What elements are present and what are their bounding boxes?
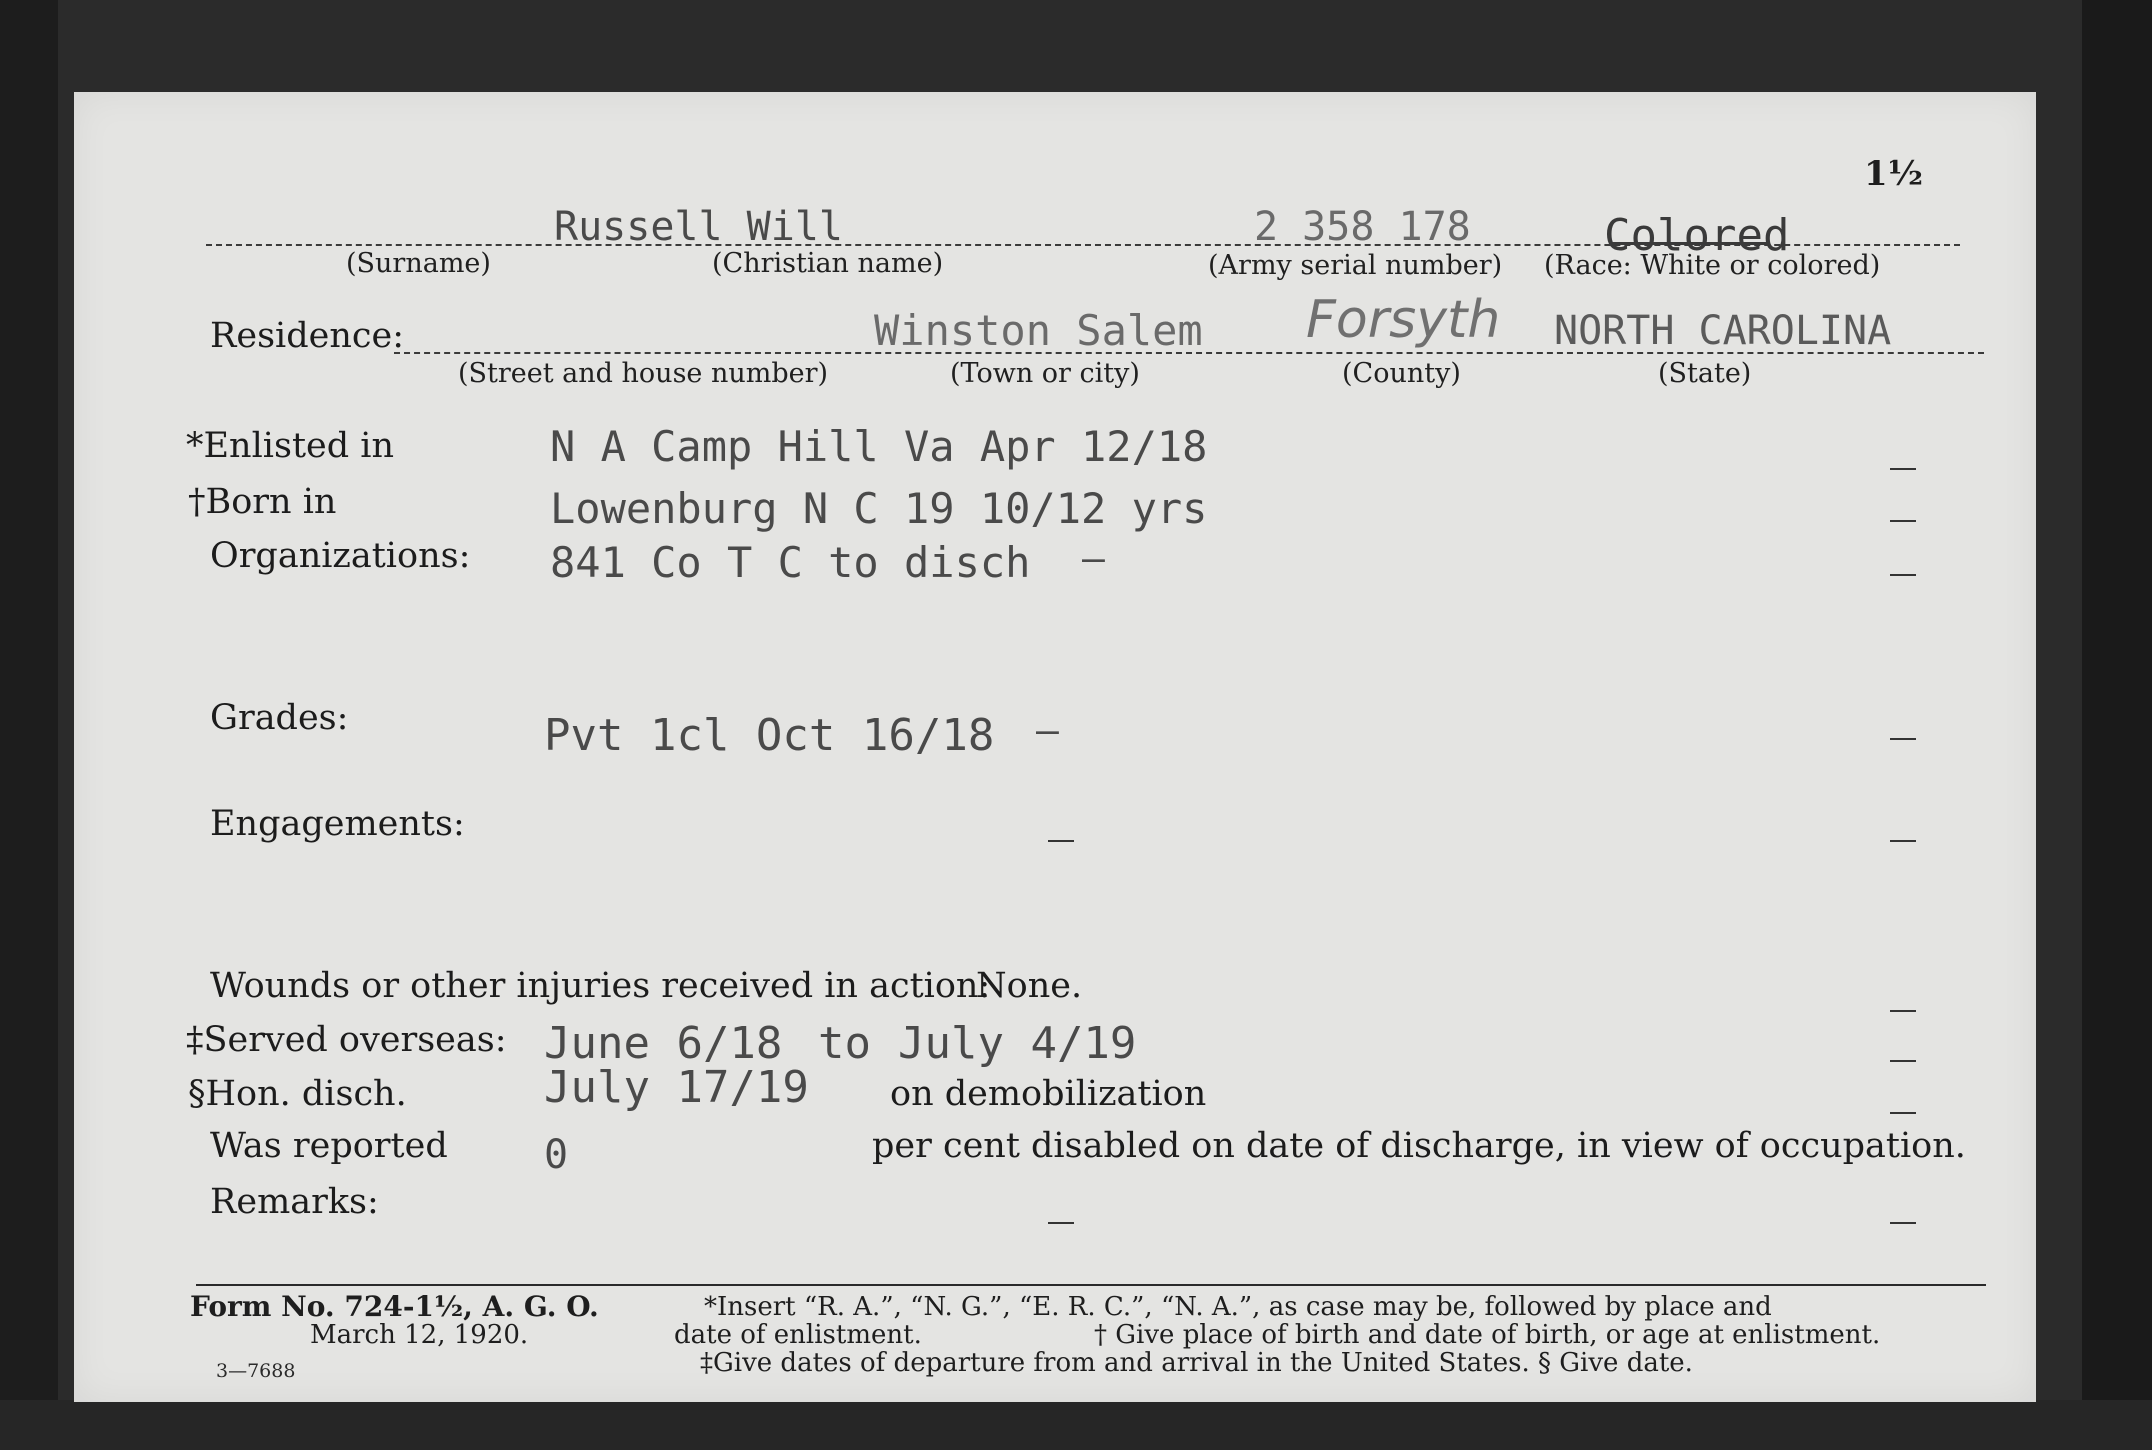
- demobilization-text: on demobilization: [890, 1074, 1207, 1114]
- serial-number-value: 2 358 178: [1254, 204, 1471, 250]
- name-line: [206, 244, 1960, 246]
- residence-line: [394, 352, 1984, 354]
- engagements-end-dash: [1890, 840, 1916, 842]
- footnote-line-2a: date of enlistment.: [674, 1320, 922, 1350]
- grades-dash: —: [1036, 708, 1059, 752]
- hon-disch-label: §Hon. disch.: [188, 1074, 407, 1114]
- christian-name-caption: (Christian name): [712, 248, 944, 279]
- footnote-line-3: ‡Give dates of departure from and arrival in the United States. § Give date.: [700, 1348, 1693, 1378]
- residence-label: Residence:: [210, 316, 404, 356]
- engagements-dash: [1048, 840, 1074, 842]
- print-number: 3—7688: [216, 1360, 296, 1382]
- wounds-value: None.: [976, 966, 1083, 1006]
- enlisted-value: N A Camp Hill Va Apr 12/18: [550, 422, 1208, 471]
- serial-caption: (Army serial number): [1208, 250, 1503, 281]
- grades-label: Grades:: [210, 698, 349, 738]
- scan-border-left: [0, 0, 58, 1450]
- served-overseas-from: June 6/18: [544, 1018, 783, 1069]
- wounds-dash: [1890, 1010, 1916, 1012]
- remarks-dash: [1048, 1222, 1074, 1224]
- county-value: Forsyth: [1306, 290, 1501, 350]
- hon-disch-dash: [1890, 1112, 1916, 1114]
- town-caption: (Town or city): [950, 358, 1140, 389]
- served-overseas-dash: [1890, 1060, 1916, 1062]
- scan-border-right: [2082, 0, 2152, 1450]
- race-value: Colored: [1604, 210, 1790, 261]
- wounds-label: Wounds or other injuries received in action:: [210, 966, 991, 1006]
- born-value: Lowenburg N C 19 10/12 yrs: [550, 484, 1208, 533]
- footnote-line-2b: † Give place of birth and date of birth, or age at enlistment.: [1094, 1320, 1881, 1350]
- served-overseas-to-word: to: [818, 1018, 871, 1069]
- organizations-end-dash: [1890, 574, 1916, 576]
- state-caption: (State): [1658, 358, 1752, 389]
- grades-end-dash: [1890, 738, 1916, 740]
- was-reported-label: Was reported: [210, 1126, 448, 1166]
- enlisted-dash: [1890, 468, 1916, 470]
- disabled-text: per cent disabled on date of discharge, in view of occupation.: [872, 1126, 1966, 1166]
- organizations-dash: —: [1082, 536, 1105, 580]
- served-overseas-to: July 4/19: [898, 1018, 1137, 1069]
- remarks-label: Remarks:: [210, 1182, 379, 1222]
- state-value: NORTH CAROLINA: [1554, 308, 1892, 354]
- race-caption: (Race: White or colored): [1544, 250, 1881, 281]
- organizations-label: Organizations:: [210, 536, 471, 576]
- engagements-label: Engagements:: [210, 804, 465, 844]
- footnote-line-1: *Insert “R. A.”, “N. G.”, “E. R. C.”, “N. A.”, as case may be, followed by place and: [704, 1292, 1772, 1322]
- organizations-value: 841 Co T C to disch: [550, 538, 1031, 587]
- form-date: March 12, 1920.: [310, 1320, 529, 1350]
- served-overseas-label: ‡Served overseas:: [186, 1020, 507, 1060]
- percent-disabled-value: 0: [544, 1132, 569, 1178]
- born-label: †Born in: [188, 482, 337, 522]
- remarks-end-dash: [1890, 1222, 1916, 1224]
- surname-caption: (Surname): [346, 248, 491, 279]
- scan-border-bottom: [0, 1400, 2152, 1450]
- born-dash: [1890, 520, 1916, 522]
- surname-christian-name-value: Russell Will: [554, 204, 843, 250]
- hon-disch-date: July 17/19: [544, 1062, 809, 1113]
- street-caption: (Street and house number): [458, 358, 829, 389]
- county-caption: (County): [1342, 358, 1461, 389]
- grades-value: Pvt 1cl Oct 16/18: [544, 710, 995, 761]
- enlisted-label: *Enlisted in: [186, 426, 394, 466]
- form-number: Form No. 724-1½, A. G. O.: [190, 1290, 599, 1323]
- page-fraction: 1½: [1864, 154, 1924, 194]
- footer-rule: [196, 1284, 1986, 1286]
- town-value: Winston Salem: [874, 306, 1203, 355]
- service-record-card: [74, 92, 2036, 1402]
